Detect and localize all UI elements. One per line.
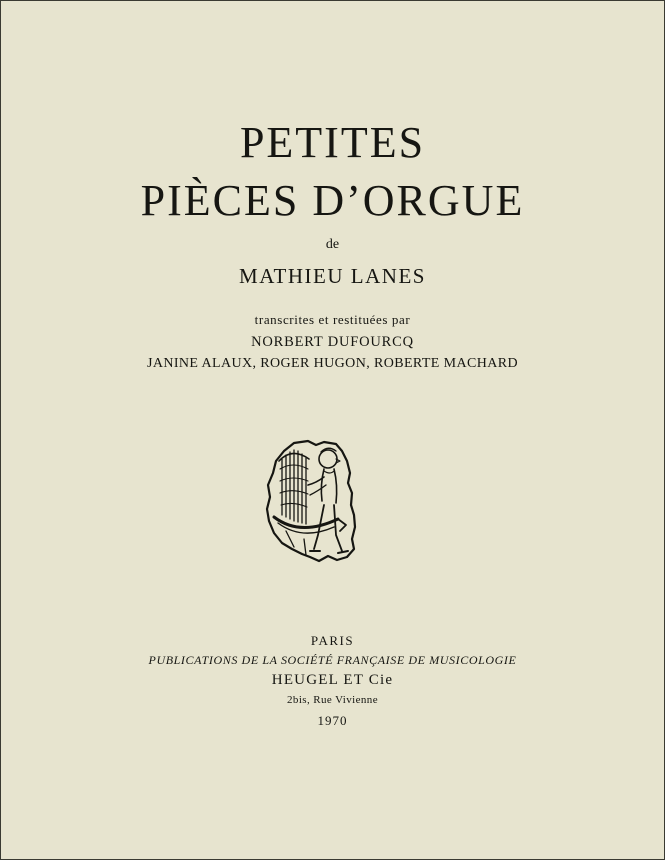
organist-emblem-icon: [264, 439, 360, 567]
imprint-publisher: HEUGEL ET Cie: [271, 672, 394, 688]
imprint-society: PUBLICATIONS DE LA SOCIÉTÉ FRANÇAISE DE MUSICOLOGIE: [148, 653, 517, 667]
title-line-2: PIÈCES D’ORGUE: [140, 176, 525, 225]
imprint-city: PARIS: [310, 633, 355, 648]
byline-preposition: de: [325, 237, 340, 252]
collaborator-names: JANINE ALAUX, ROGER HUGON, ROBERTE MACHARD: [146, 356, 519, 371]
title-line-1: PETITES: [239, 118, 426, 167]
imprint-address: 2bis, Rue Vivienne: [287, 694, 378, 706]
composer-name: MATHIEU LANES: [239, 264, 426, 288]
transcribed-by-label: transcrites et restituées par: [254, 312, 411, 327]
imprint-year: 1970: [317, 713, 348, 728]
editor-name: NORBERT DUFOURCQ: [251, 334, 414, 350]
